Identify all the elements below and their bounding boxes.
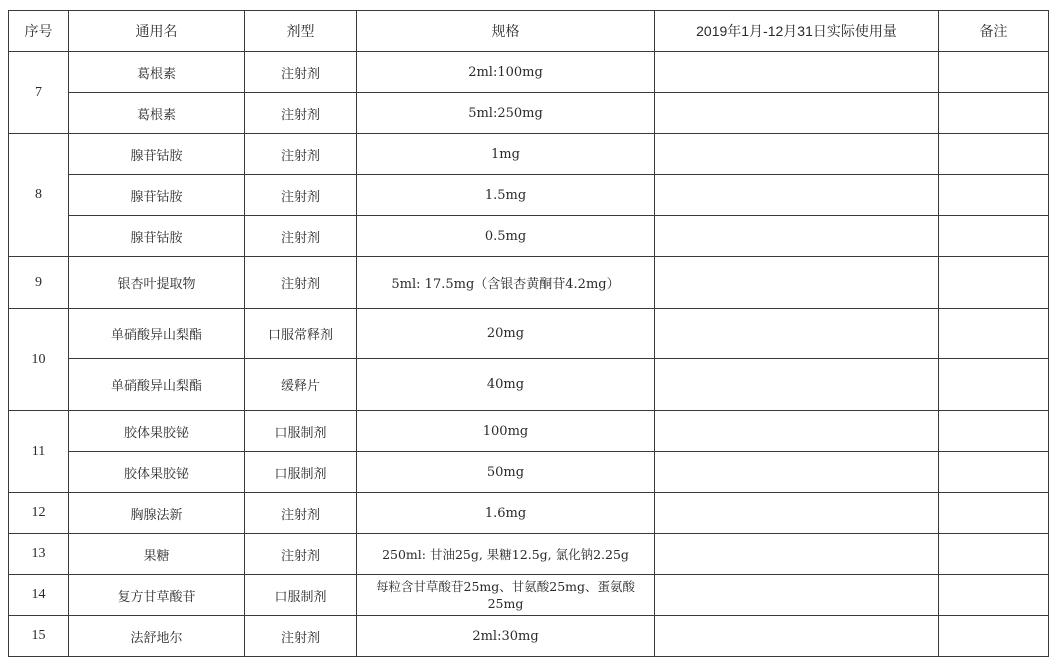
table-row [9, 52, 1049, 93]
table-row [9, 411, 1049, 452]
table-row [9, 534, 1049, 575]
seq-cell: 7 [9, 52, 69, 134]
form-cell: 口服制剂 [245, 411, 357, 452]
table-row [9, 257, 1049, 309]
usage-cell [655, 534, 939, 575]
spec-cell: 50mg [357, 452, 655, 493]
header-remarks: 备注 [939, 11, 1049, 52]
spec-cell: 2ml:100mg [357, 52, 655, 93]
table-row [9, 93, 1049, 134]
table-row [9, 309, 1049, 359]
remarks-cell [939, 134, 1049, 175]
form-cell: 注射剂 [245, 616, 357, 657]
form-cell: 注射剂 [245, 52, 357, 93]
header-seq: 序号 [9, 11, 69, 52]
header-row [9, 11, 1049, 52]
name-cell: 胸腺法新 [69, 493, 245, 534]
remarks-cell [939, 452, 1049, 493]
seq-cell: 8 [9, 134, 69, 257]
name-cell: 果糖 [69, 534, 245, 575]
spec-cell: 1.5mg [357, 175, 655, 216]
seq-cell: 9 [9, 257, 69, 309]
spec-cell: 2ml:30mg [357, 616, 655, 657]
spec-cell: 1mg [357, 134, 655, 175]
usage-cell [655, 493, 939, 534]
remarks-cell [939, 257, 1049, 309]
table-row [9, 359, 1049, 411]
remarks-cell [939, 411, 1049, 452]
remarks-cell [939, 93, 1049, 134]
remarks-cell [939, 493, 1049, 534]
spec-cell: 40mg [357, 359, 655, 411]
form-cell: 注射剂 [245, 175, 357, 216]
header-form: 剂型 [245, 11, 357, 52]
usage-cell [655, 216, 939, 257]
table-row [9, 216, 1049, 257]
name-cell: 银杏叶提取物 [69, 257, 245, 309]
name-cell: 法舒地尔 [69, 616, 245, 657]
form-cell: 注射剂 [245, 216, 357, 257]
table-row [9, 616, 1049, 657]
header-name: 通用名 [69, 11, 245, 52]
remarks-cell [939, 52, 1049, 93]
seq-cell: 14 [9, 575, 69, 616]
spec-cell: 250ml: 甘油25g, 果糖12.5g, 氯化钠2.25g [357, 534, 655, 575]
form-cell: 注射剂 [245, 257, 357, 309]
table-row [9, 452, 1049, 493]
usage-cell [655, 452, 939, 493]
form-cell: 口服制剂 [245, 575, 357, 616]
seq-cell: 13 [9, 534, 69, 575]
usage-cell [655, 175, 939, 216]
name-cell: 胶体果胶铋 [69, 411, 245, 452]
usage-cell [655, 359, 939, 411]
name-cell: 单硝酸异山梨酯 [69, 359, 245, 411]
remarks-cell [939, 359, 1049, 411]
name-cell: 复方甘草酸苷 [69, 575, 245, 616]
seq-cell: 10 [9, 309, 69, 411]
remarks-cell [939, 616, 1049, 657]
table-row [9, 493, 1049, 534]
spec-cell: 每粒含甘草酸苷25mg、甘氨酸25mg、蛋氨酸25mg [357, 575, 655, 616]
form-cell: 注射剂 [245, 93, 357, 134]
drug-usage-table [8, 10, 1049, 657]
spec-cell: 5ml:250mg [357, 93, 655, 134]
table-row [9, 175, 1049, 216]
form-cell: 注射剂 [245, 534, 357, 575]
seq-cell: 12 [9, 493, 69, 534]
table-row [9, 134, 1049, 175]
name-cell: 腺苷钴胺 [69, 216, 245, 257]
spec-cell: 20mg [357, 309, 655, 359]
seq-cell: 11 [9, 411, 69, 493]
form-cell: 注射剂 [245, 493, 357, 534]
form-cell: 注射剂 [245, 134, 357, 175]
table-row [9, 575, 1049, 616]
usage-cell [655, 93, 939, 134]
header-spec: 规格 [357, 11, 655, 52]
remarks-cell [939, 309, 1049, 359]
name-cell: 胶体果胶铋 [69, 452, 245, 493]
name-cell: 葛根素 [69, 52, 245, 93]
header-usage: 2019年1月-12月31日实际使用量 [655, 11, 939, 52]
spec-cell: 100mg [357, 411, 655, 452]
name-cell: 葛根素 [69, 93, 245, 134]
usage-cell [655, 52, 939, 93]
form-cell: 缓释片 [245, 359, 357, 411]
usage-cell [655, 134, 939, 175]
spec-cell: 5ml: 17.5mg（含银杏黄酮苷4.2mg） [357, 257, 655, 309]
remarks-cell [939, 534, 1049, 575]
name-cell: 腺苷钴胺 [69, 175, 245, 216]
spec-cell: 0.5mg [357, 216, 655, 257]
usage-cell [655, 257, 939, 309]
name-cell: 腺苷钴胺 [69, 134, 245, 175]
spec-cell: 1.6mg [357, 493, 655, 534]
remarks-cell [939, 216, 1049, 257]
form-cell: 口服制剂 [245, 452, 357, 493]
usage-cell [655, 411, 939, 452]
seq-cell: 15 [9, 616, 69, 657]
usage-cell [655, 616, 939, 657]
form-cell: 口服常释剂 [245, 309, 357, 359]
name-cell: 单硝酸异山梨酯 [69, 309, 245, 359]
remarks-cell [939, 575, 1049, 616]
usage-cell [655, 309, 939, 359]
remarks-cell [939, 175, 1049, 216]
usage-cell [655, 575, 939, 616]
